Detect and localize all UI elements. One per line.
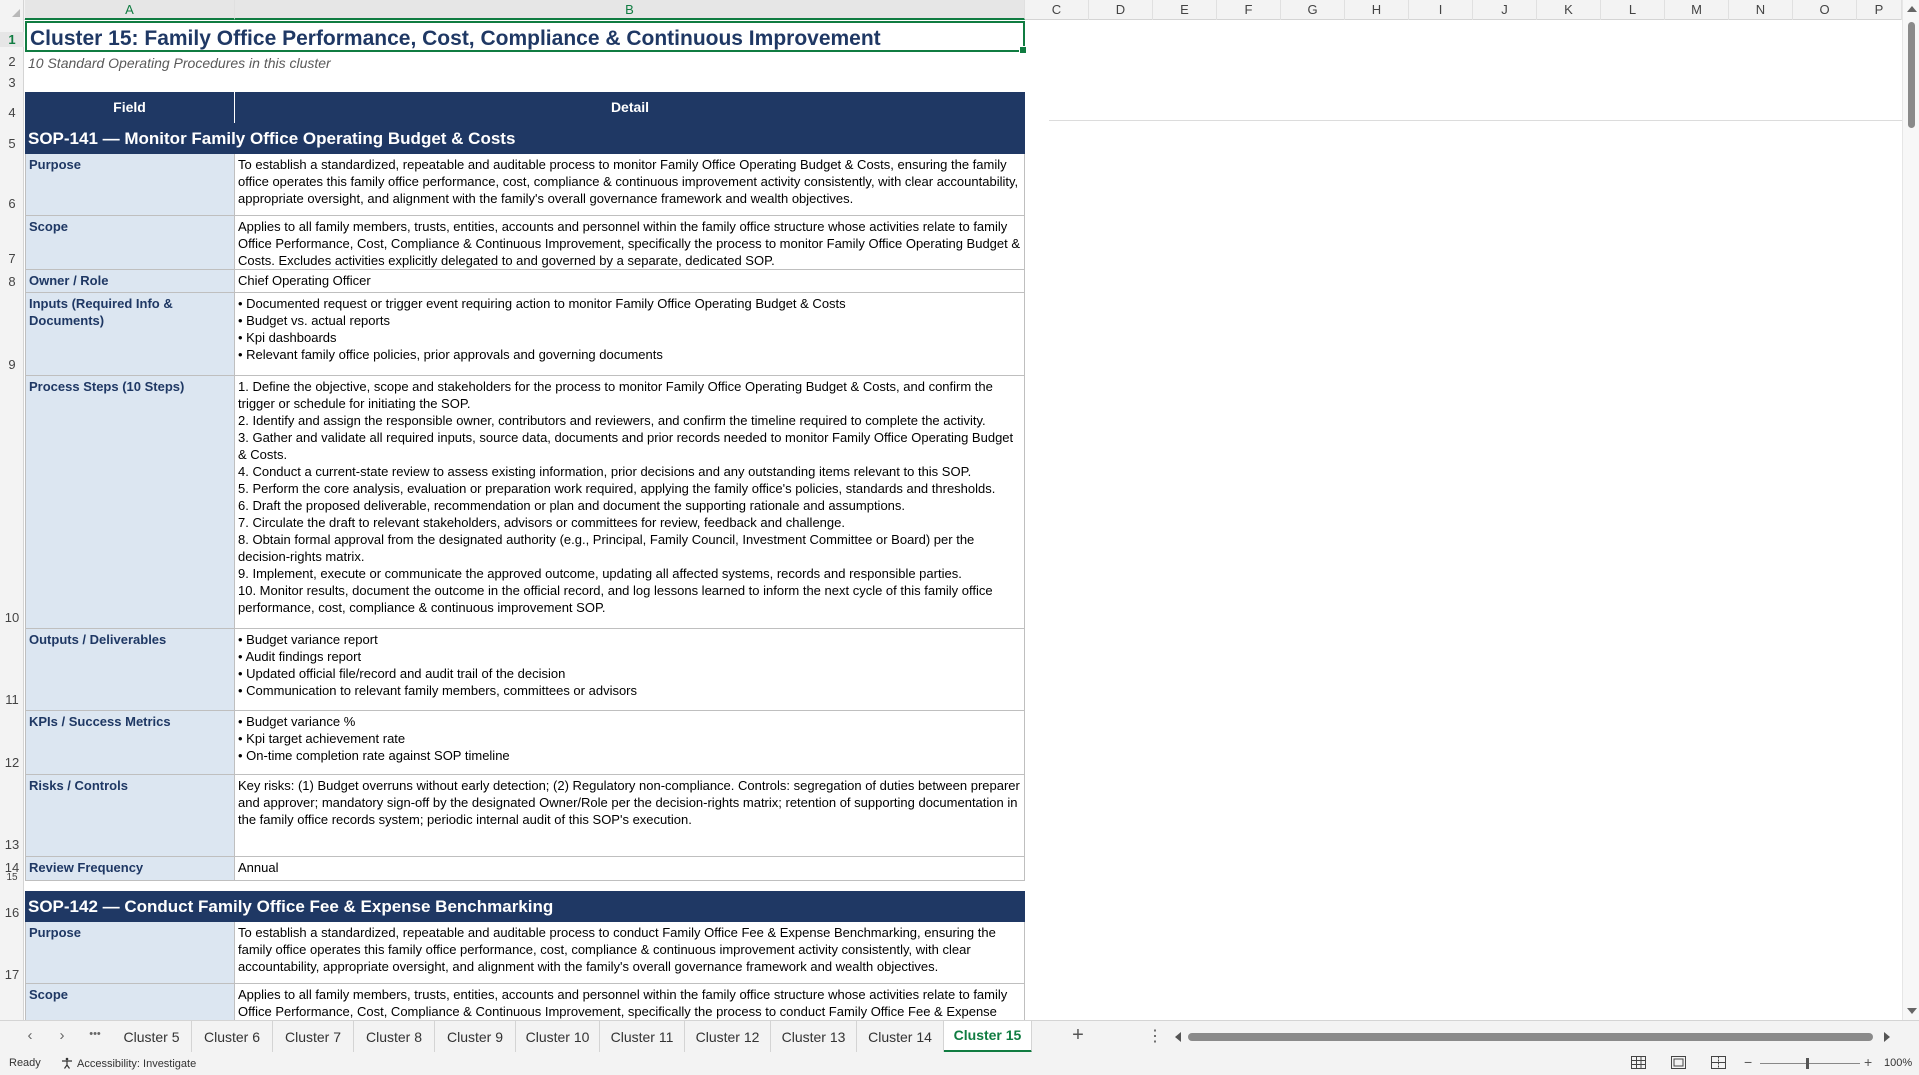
kpis-detail[interactable] <box>235 711 1025 774</box>
tab-cluster-11[interactable]: Cluster 11 <box>600 1021 685 1053</box>
column-header-p[interactable]: P <box>1857 0 1902 20</box>
field-label-scope[interactable]: Scope <box>25 216 235 269</box>
sop-table <box>25 92 1025 1020</box>
zoom-slider-track[interactable] <box>1760 1063 1860 1064</box>
list-item: 3. Gather and validate all required inputs, source data, documents and prior records needed to monitor Family Office Operating Budget & Costs. <box>238 430 1014 462</box>
sop-141-heading[interactable]: SOP-141 — Monitor Family Office Operating Budget & Costs <box>25 123 1025 154</box>
tab-cluster-14[interactable]: Cluster 14 <box>857 1021 944 1053</box>
page-layout-view-icon[interactable] <box>1671 1056 1686 1069</box>
accessibility-status-label: Accessibility: Investigate <box>77 1058 197 1070</box>
list-item: • Budget variance report <box>238 632 378 647</box>
row-header-6[interactable]: 6 <box>8 196 16 211</box>
row-header-10[interactable]: 10 <box>4 610 20 625</box>
column-header-c[interactable]: C <box>1025 0 1089 20</box>
scroll-down-arrow-icon[interactable] <box>1907 1008 1917 1014</box>
scope-detail[interactable]: Applies to all family members, trusts, entities, accounts and personnel within the family office structure whose activities relate to family Office Performance, Cost, Compliance & Continuous Improvement, specifically the process to monitor Family Office Operating Budget & Costs. Excludes activities explicitly delegated to and governed by a separate, dedicated SOP. <box>235 216 1025 269</box>
status-bar <box>0 1052 1919 1075</box>
tab-cluster-12[interactable]: Cluster 12 <box>685 1021 771 1053</box>
next-sheet-icon[interactable]: › <box>59 1027 65 1044</box>
accessibility-status-button[interactable] <box>61 1057 196 1070</box>
detail-column-header[interactable]: Detail <box>610 99 650 115</box>
row-header-9[interactable]: 9 <box>8 357 16 372</box>
scroll-up-arrow-icon[interactable] <box>1907 6 1917 12</box>
table-header-row <box>25 92 1025 123</box>
page-break-preview-icon[interactable] <box>1711 1056 1726 1069</box>
column-header-m[interactable]: M <box>1665 0 1729 20</box>
tab-cluster-10[interactable]: Cluster 10 <box>516 1021 600 1053</box>
tab-cluster-5[interactable]: Cluster 5 <box>112 1021 192 1053</box>
row-header-2[interactable]: 2 <box>8 54 16 69</box>
row-header-16[interactable]: 16 <box>4 905 20 920</box>
column-header-e[interactable]: E <box>1153 0 1217 20</box>
field-label-risks[interactable]: Risks / Controls <box>25 775 235 856</box>
horizontal-scroll-thumb[interactable] <box>1188 1033 1873 1041</box>
process-steps-detail[interactable] <box>235 376 1025 628</box>
list-item: 5. Perform the core analysis, evaluation or preparation work required, applying the family office's policies, standards and thresholds. <box>238 481 996 496</box>
table-row <box>25 154 1025 216</box>
tab-cluster-8[interactable]: Cluster 8 <box>354 1021 435 1053</box>
list-item: • Budget variance % <box>238 714 356 729</box>
field-label-outputs[interactable]: Outputs / Deliverables <box>25 629 235 710</box>
table-row <box>25 216 1025 270</box>
list-item: 4. Conduct a current-state review to assess existing information, prior decisions and any outstanding items relevant to this SOP. <box>238 464 972 479</box>
list-item: • Relevant family office policies, prior approvals and governing documents <box>238 347 663 362</box>
field-label-kpis[interactable]: KPIs / Success Metrics <box>25 711 235 774</box>
field-column-header[interactable]: Field <box>25 92 235 123</box>
sheet-tabs-bar <box>0 1020 1919 1052</box>
select-all-corner[interactable] <box>0 0 24 20</box>
list-item: 6. Draft the proposed deliverable, recommendation or plan and document the supporting rationale and assumptions. <box>238 498 906 513</box>
row-header-3[interactable]: 3 <box>8 75 16 90</box>
table-row <box>25 711 1025 775</box>
column-header-bar <box>0 0 1902 20</box>
column-header-n[interactable]: N <box>1729 0 1793 20</box>
purpose-detail[interactable]: To establish a standardized, repeatable and auditable process to conduct Family Office Fee & Expense Benchmarking, ensuring the family office operates this family office performance, cost, compliance & continuous improvement activity consistently, with clear accountability, appropriate oversight, and alignment with the family's overall governance framework and wealth objectives. <box>235 922 1025 983</box>
sheet-options-icon[interactable]: ⋮ <box>1147 1028 1163 1045</box>
column-header-j[interactable]: J <box>1473 0 1537 20</box>
table-row <box>25 922 1025 984</box>
accessibility-icon <box>61 1057 73 1069</box>
sop-142-heading[interactable]: SOP-142 — Conduct Family Office Fee & Expense Benchmarking <box>25 891 1025 922</box>
row-header-bar <box>0 20 24 1020</box>
list-item: • Budget vs. actual reports <box>238 313 390 328</box>
field-label-scope[interactable]: Scope <box>25 984 235 1020</box>
zoom-level[interactable]: 100% <box>1884 1057 1913 1069</box>
spacer-row <box>25 881 1025 891</box>
list-item: 2. Identify and assign the responsible owner, contributors and reviewers, and confirm the timeline required to complete the activity. <box>238 413 986 428</box>
list-item: 1. Define the objective, scope and stakeholders for the process to monitor Family Office Operating Budget & Costs, and confirm the trigger or schedule for initiating the SOP. <box>238 379 993 411</box>
horizontal-scrollbar[interactable] <box>1170 1030 1895 1044</box>
list-item: • Updated official file/record and audit trail of the decision <box>238 666 566 681</box>
table-row <box>25 293 1025 376</box>
table-row <box>25 376 1025 629</box>
column-header-a[interactable]: A <box>25 0 235 20</box>
column-header-i[interactable]: I <box>1409 0 1473 20</box>
column-header-h[interactable]: H <box>1345 0 1409 20</box>
previous-sheet-icon[interactable]: ‹ <box>27 1027 33 1044</box>
tab-cluster-6[interactable]: Cluster 6 <box>192 1021 273 1053</box>
more-sheets-icon[interactable]: ••• <box>89 1028 101 1040</box>
tab-cluster-9[interactable]: Cluster 9 <box>435 1021 516 1053</box>
scroll-left-arrow-icon[interactable] <box>1175 1032 1181 1042</box>
owner-detail[interactable]: Chief Operating Officer <box>235 270 1025 292</box>
list-item: • Kpi target achievement rate <box>238 731 406 746</box>
row-header-11[interactable]: 11 <box>5 692 19 707</box>
column-header-o[interactable]: O <box>1793 0 1857 20</box>
cluster-title-cell[interactable]: Cluster 15: Family Office Performance, Cost, Compliance & Continuous Improvement <box>25 21 1025 52</box>
table-row <box>25 629 1025 711</box>
row-header-13[interactable]: 13 <box>4 837 20 852</box>
review-frequency-detail[interactable]: Annual <box>235 857 1025 880</box>
zoom-in-button[interactable]: + <box>1864 1054 1873 1070</box>
outputs-detail[interactable] <box>235 629 1025 710</box>
row-header-17[interactable]: 17 <box>4 967 20 982</box>
purpose-detail[interactable]: To establish a standardized, repeatable and auditable process to monitor Family Office Operating Budget & Costs, ensuring the family office operates this family office performance, cost, compliance & continuous improvement activity consistently, with clear accountability, appropriate oversight, and alignment with the family's overall governance framework and wealth objectives. <box>235 154 1025 215</box>
cluster-subtitle[interactable]: 10 Standard Operating Procedures in this cluster <box>28 55 331 71</box>
tab-cluster-13[interactable]: Cluster 13 <box>771 1021 857 1053</box>
row-header-14[interactable]: 14 <box>4 860 20 875</box>
column-header-k[interactable]: K <box>1537 0 1601 20</box>
list-item: 8. Obtain formal approval from the designated authority (e.g., Principal, Family Council, Investment Committee or Board) per the decision-rights matrix. <box>238 532 975 564</box>
list-item: • Documented request or trigger event requiring action to monitor Family Office Operating Budget & Costs <box>238 296 846 311</box>
row-header-8[interactable]: 8 <box>8 274 16 289</box>
vertical-scroll-thumb[interactable] <box>1908 22 1915 128</box>
row-header-4[interactable]: 4 <box>8 105 16 120</box>
list-item: • Kpi dashboards <box>238 330 337 345</box>
table-row <box>25 270 1025 293</box>
list-item: • On-time completion rate against SOP timeline <box>238 748 510 763</box>
field-label-owner[interactable]: Owner / Role <box>25 270 235 292</box>
tab-cluster-7[interactable]: Cluster 7 <box>273 1021 354 1053</box>
add-sheet-icon[interactable]: + <box>1072 1024 1084 1046</box>
row-header-1[interactable]: 1 <box>0 32 24 47</box>
row-header-12[interactable]: 12 <box>4 755 20 770</box>
list-item: 7. Circulate the draft to relevant stakeholders, advisors or committees for review, feedback and challenge. <box>238 515 845 530</box>
field-label-process-steps[interactable]: Process Steps (10 Steps) <box>25 376 235 628</box>
scroll-right-arrow-icon[interactable] <box>1884 1032 1890 1042</box>
normal-view-icon[interactable] <box>1631 1056 1646 1069</box>
field-label-purpose[interactable]: Purpose <box>25 154 235 215</box>
row-header-7[interactable]: 7 <box>8 251 16 266</box>
column-header-g[interactable]: G <box>1281 0 1345 20</box>
inputs-detail[interactable] <box>235 293 1025 375</box>
row-header-5[interactable]: 5 <box>8 136 16 151</box>
list-item: • Communication to relevant family members, committees or advisors <box>238 683 638 698</box>
row-header-15[interactable]: 15 <box>6 872 18 883</box>
field-label-purpose[interactable]: Purpose <box>25 922 235 983</box>
scope-detail[interactable]: Applies to all family members, trusts, entities, accounts and personnel within the family office structure whose activities relate to family Office Performance, Cost, Compliance & Continuous Improvement, specifically the process to conduct Family Office Fee & Expense <box>235 984 1025 1020</box>
table-row <box>25 775 1025 857</box>
table-row <box>25 984 1025 1020</box>
tab-cluster-15[interactable]: Cluster 15 <box>944 1021 1032 1053</box>
status-ready-text: Ready <box>9 1057 41 1069</box>
worksheet-grid[interactable] <box>25 21 1902 1020</box>
column-header-l[interactable]: L <box>1601 0 1665 20</box>
vertical-scrollbar[interactable] <box>1902 0 1919 1020</box>
field-label-review-frequency[interactable]: Review Frequency <box>25 857 235 880</box>
list-item: • Audit findings report <box>238 649 362 664</box>
zoom-out-button[interactable]: − <box>1744 1054 1753 1070</box>
field-label-inputs[interactable]: Inputs (Required Info & Documents) <box>25 293 235 375</box>
gridline <box>1049 120 1902 121</box>
list-item: 10. Monitor results, document the outcome in the official record, and log lessons learned to inform the next cycle of this family office performance, cost, compliance & continuous improvement SOP. <box>238 583 993 615</box>
column-header-f[interactable]: F <box>1217 0 1281 20</box>
column-header-b[interactable]: B <box>235 0 1025 20</box>
list-item: 9. Implement, execute or communicate the approved outcome, updating all affected systems, records and responsible parties. <box>238 566 962 581</box>
table-row <box>25 857 1025 881</box>
column-header-d[interactable]: D <box>1089 0 1153 20</box>
risks-detail[interactable]: Key risks: (1) Budget overruns without early detection; (2) Regulatory non-compliance. Controls: segregation of duties between preparer and approver; mandatory sign-off by the designated Owner/Role per the decision-rights matrix; retention of supporting documentation in the family office records system; periodic internal audit of this SOP's execution. <box>235 775 1025 856</box>
zoom-slider-thumb[interactable] <box>1806 1058 1809 1069</box>
